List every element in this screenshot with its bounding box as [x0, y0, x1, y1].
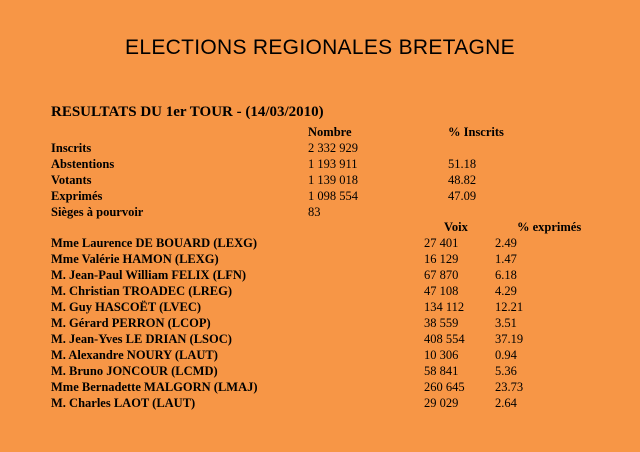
candidate-pct: 2.64 — [495, 396, 517, 410]
stat-nombre: 1 193 911 — [308, 157, 358, 171]
candidate-pct: 5.36 — [495, 364, 517, 378]
stat-pct: 47.09 — [448, 189, 477, 203]
stat-label: Votants — [51, 173, 92, 187]
stat-label: Abstentions — [51, 157, 115, 171]
candidate-row — [0, 395, 640, 411]
stats-row-votants — [0, 172, 640, 188]
candidate-name: M. Christian TROADEC (LREG) — [51, 284, 233, 298]
candidates-header-row — [0, 219, 640, 235]
candidate-pct: 3.51 — [495, 316, 517, 330]
stat-pct: 51.18 — [448, 157, 477, 171]
candidate-pct: 1.47 — [495, 252, 517, 266]
candidate-name: Mme Valérie HAMON (LEXG) — [51, 252, 219, 266]
candidate-row — [0, 363, 640, 379]
candidate-pct: 0.94 — [495, 348, 517, 362]
candidate-name: M. Gérard PERRON (LCOP) — [51, 316, 211, 330]
candidate-row — [0, 379, 640, 395]
candidate-name: Mme Laurence DE BOUARD (LEXG) — [51, 236, 257, 250]
candidate-row — [0, 315, 640, 331]
page-title: ELECTIONS REGIONALES BRETAGNE — [125, 36, 515, 59]
candidate-row — [0, 347, 640, 363]
stat-label: Exprimés — [51, 189, 103, 203]
stat-nombre: 1 098 554 — [308, 189, 358, 203]
candidate-pct: 6.18 — [495, 268, 517, 282]
results-subtitle: RESULTATS DU 1er TOUR - (14/03/2010) — [51, 104, 324, 120]
candidate-voix: 16 129 — [424, 252, 459, 266]
stats-row-abstentions — [0, 156, 640, 172]
stats-header-row — [0, 124, 640, 140]
candidate-voix: 67 870 — [424, 268, 459, 282]
candidate-name: M. Guy HASCOËT (LVEC) — [51, 300, 202, 314]
candidate-row — [0, 235, 640, 251]
voix-header: Voix — [444, 220, 468, 234]
stat-label: Sièges à pourvoir — [51, 205, 144, 219]
candidate-voix: 10 306 — [424, 348, 459, 362]
candidate-pct: 2.49 — [495, 236, 517, 250]
candidate-row — [0, 251, 640, 267]
candidate-row — [0, 283, 640, 299]
candidate-name: Mme Bernadette MALGORN (LMAJ) — [51, 380, 258, 394]
candidate-row — [0, 331, 640, 347]
stats-row-sieges — [0, 204, 640, 220]
candidate-name: M. Jean-Yves LE DRIAN (LSOC) — [51, 332, 232, 346]
candidate-name: M. Alexandre NOURY (LAUT) — [51, 348, 218, 362]
candidate-row — [0, 267, 640, 283]
candidate-name: M. Bruno JONCOUR (LCMD) — [51, 364, 218, 378]
stat-nombre: 2 332 929 — [308, 141, 358, 155]
candidate-voix: 38 559 — [424, 316, 459, 330]
candidate-pct: 4.29 — [495, 284, 517, 298]
candidate-pct: 12.21 — [495, 300, 524, 314]
candidate-voix: 47 108 — [424, 284, 459, 298]
stats-row-exprimes — [0, 188, 640, 204]
stat-nombre: 1 139 018 — [308, 173, 358, 187]
stat-nombre: 83 — [308, 205, 321, 219]
stat-pct: 48.82 — [448, 173, 477, 187]
stats-row-inscrits — [0, 140, 640, 156]
candidate-voix: 29 029 — [424, 396, 459, 410]
pct-inscrits-header: % Inscrits — [448, 125, 504, 139]
candidate-row — [0, 299, 640, 315]
nombre-header: Nombre — [308, 125, 352, 139]
candidate-pct: 37.19 — [495, 332, 524, 346]
candidate-pct: 23.73 — [495, 380, 524, 394]
candidate-voix: 27 401 — [424, 236, 459, 250]
candidate-name: M. Jean-Paul William FELIX (LFN) — [51, 268, 247, 282]
candidate-voix: 260 645 — [424, 380, 465, 394]
stat-label: Inscrits — [51, 141, 92, 155]
candidate-voix: 408 554 — [424, 332, 465, 346]
pct-exprimes-header: % exprimés — [517, 220, 582, 234]
candidate-voix: 58 841 — [424, 364, 459, 378]
candidate-name: M. Charles LAOT (LAUT) — [51, 396, 196, 410]
candidate-voix: 134 112 — [424, 300, 465, 314]
